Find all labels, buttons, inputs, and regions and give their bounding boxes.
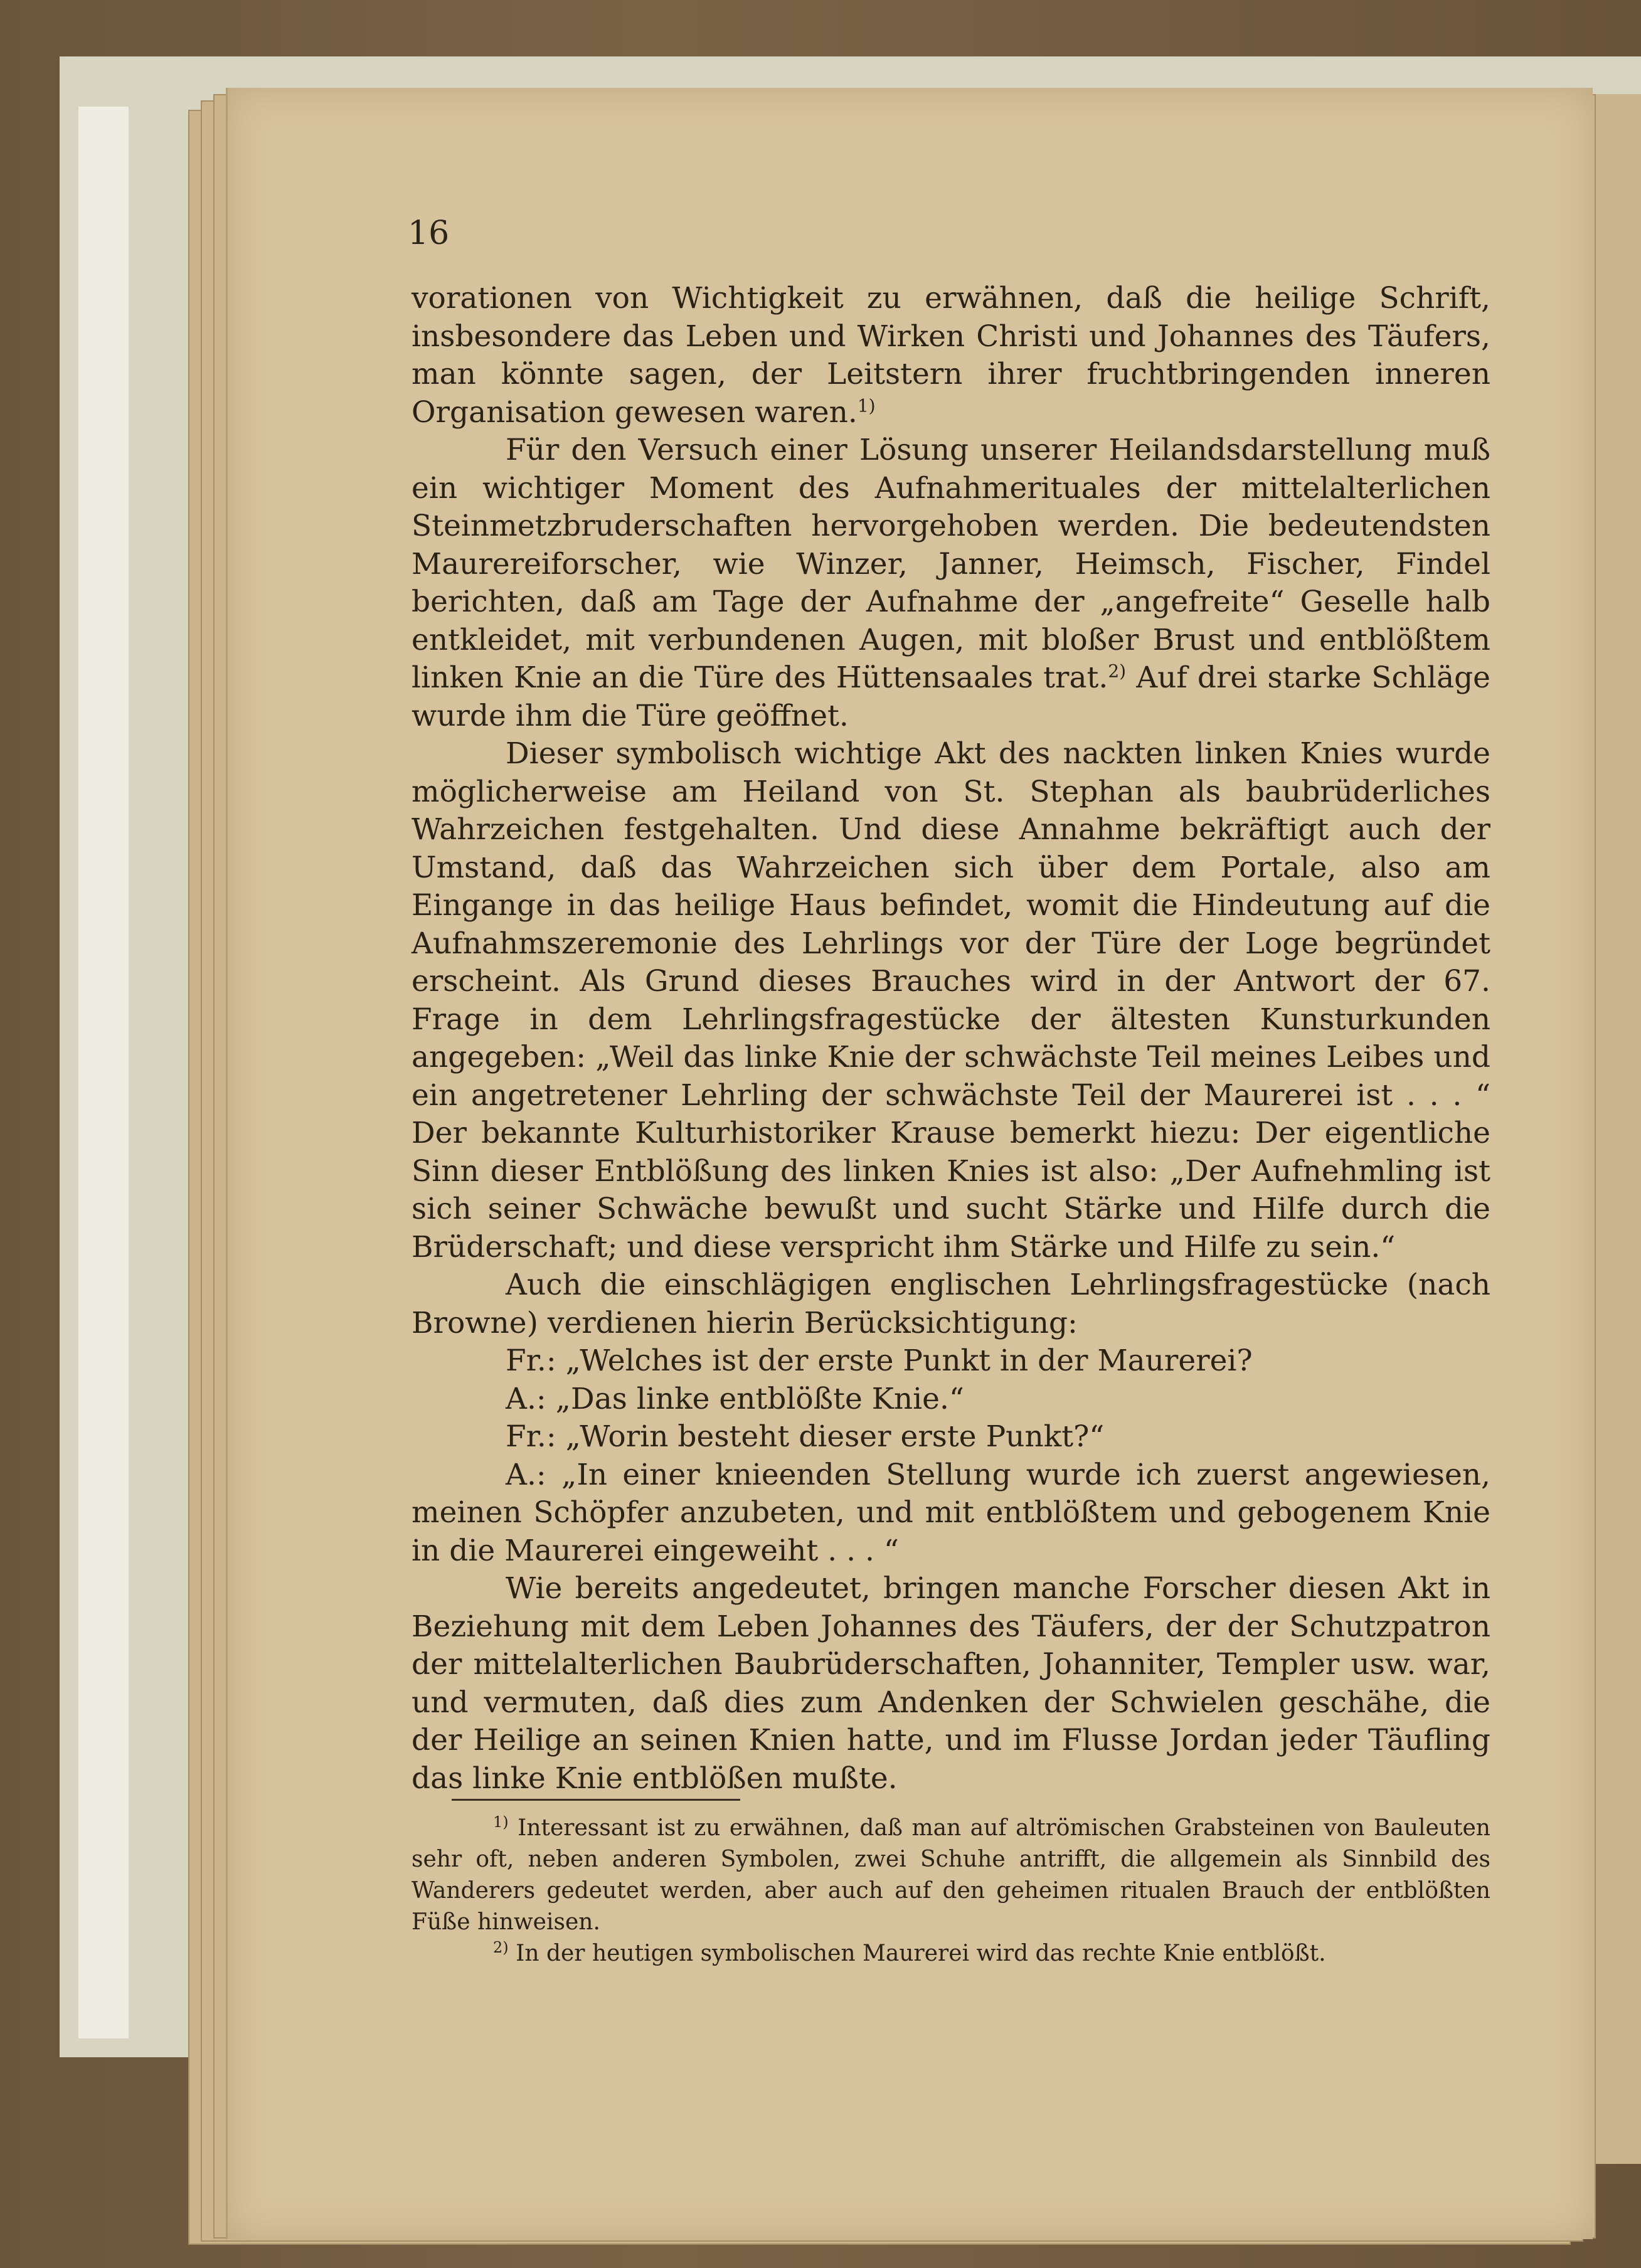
main-text bbox=[412, 280, 1490, 1798]
dialog-line: Fr.: „Welches ist der erste Punkt in der Maurerei? bbox=[506, 1343, 1253, 1378]
footnote-marker: 2) bbox=[493, 1939, 509, 1956]
cover-inner-edge bbox=[78, 107, 129, 2038]
footnote-divider bbox=[452, 1799, 740, 1801]
footnote: $^{2)}$ In der heutigen symbolischen Maurerei wird das rechte Knie entblößt. bbox=[493, 1939, 1326, 1966]
footnote-ref: 1) bbox=[857, 395, 876, 416]
paragraph: Wie bereits angedeutet, bringen manche Forscher diesen Akt in Beziehung mit dem Leben Johannes des Täufers, der der Schutzpatron der mittelalterlichen Baubrüderschaften, Johanniter, Templer usw. war, und vermuten, daß dies zum Andenken der Schwielen geschähe, die der Heilige an seinen Knien hatte, und im Flusse Jordan jeder Täufling das linke Knie entblößen mußte. bbox=[412, 1571, 1490, 1796]
paragraph: Für den Versuch einer Lösung unserer Heilandsdarstellung muß ein wichtiger Moment des Aufnahmerituales der mittelalterlichen Steinmetzbruderschaften hervorgehoben werden. Die bedeutendsten Maurereiforscher, wie Winzer, Janner, Heimsch, Fischer, Findel berichten, daß am Tage der Aufnahme der „angefreite“ Geselle halb entkleidet, mit verbundenen Augen, mit bloßer Brust und entblößtem linken Knie an die Türe des Hüttensaales trat.$^{2)}$ Auf drei starke Schläge wurde ihm die Türe geöffnet. bbox=[412, 433, 1490, 733]
dialog-line: Fr.: „Worin besteht dieser erste Punkt?“ bbox=[506, 1419, 1105, 1454]
opposite-page-edge bbox=[1591, 94, 1641, 2164]
footnote-ref: 2) bbox=[1108, 660, 1127, 682]
dialog-line: A.: „Das linke entblößte Knie.“ bbox=[506, 1381, 964, 1416]
paragraph: Dieser symbolisch wichtige Akt des nackten linken Knies wurde möglicherweise am Heiland von St. Stephan als baubrüderliches Wahrzeichen festgehalten. Und diese Annahme bekräftigt auch der Umstand, daß das Wahrzeichen sich über dem Portale, also am Eingange in das heilige Haus befindet, womit die Hindeutung auf die Aufnahmszeremonie des Lehrlings vor der Türe der Loge begründet erscheint. Als Grund dieses Brauches wird in der Antwort der 67. Frage in dem Lehrlingsfragestücke der ältesten Kunsturkunden angegeben: „Weil das linke Knie der schwächste Teil meines Leibes und ein angetretener Lehrling der schwächste Teil der Maurerei ist . . . “ Der bekannte Kulturhistoriker Krause bemerkt hiezu: Der eigentliche Sinn dieser Entblößung des linken Knies ist also: „Der Aufnehmling ist sich seiner Schwäche bewußt und sucht Stärke und Hilfe durch die Brüderschaft; und diese verspricht ihm Stärke und Hilfe zu sein.“ bbox=[412, 736, 1490, 1264]
paragraph: Auch die einschlägigen englischen Lehrlingsfragestücke (nach Browne) verdienen hierin Berücksichtigung: bbox=[412, 1268, 1490, 1340]
paragraph: vorationen von Wichtigkeit zu erwähnen, daß die heilige Schrift, insbesondere das Leben und Wirken Christi und Johannes des Täufers, man könnte sagen, der Leitstern ihrer fruchtbringenden inneren Organisation gewesen waren.$^{1)}$ bbox=[412, 281, 1490, 430]
dialog-line: A.: „In einer knieenden Stellung wurde ich zuerst angewiesen, meinen Schöpfer anzubeten, und mit entblößtem und gebogenem Knie in die Maurerei eingeweiht . . . “ bbox=[412, 1457, 1490, 1568]
page-number: 16 bbox=[408, 215, 450, 252]
footnote: $^{1)}$ Interessant ist zu erwähnen, daß man auf altrömischen Grabsteinen von Bauleuten sehr oft, neben anderen Symbolen, zwei Schuhe antrifft, die allgemein als Sinnbild des Wanderers gedeutet werden, aber auch auf den geheimen ritualen Brauch der entblößten Füße hinweisen. bbox=[412, 1813, 1490, 1935]
footnote-marker: 1) bbox=[493, 1813, 509, 1831]
footnotes bbox=[412, 1813, 1490, 1969]
